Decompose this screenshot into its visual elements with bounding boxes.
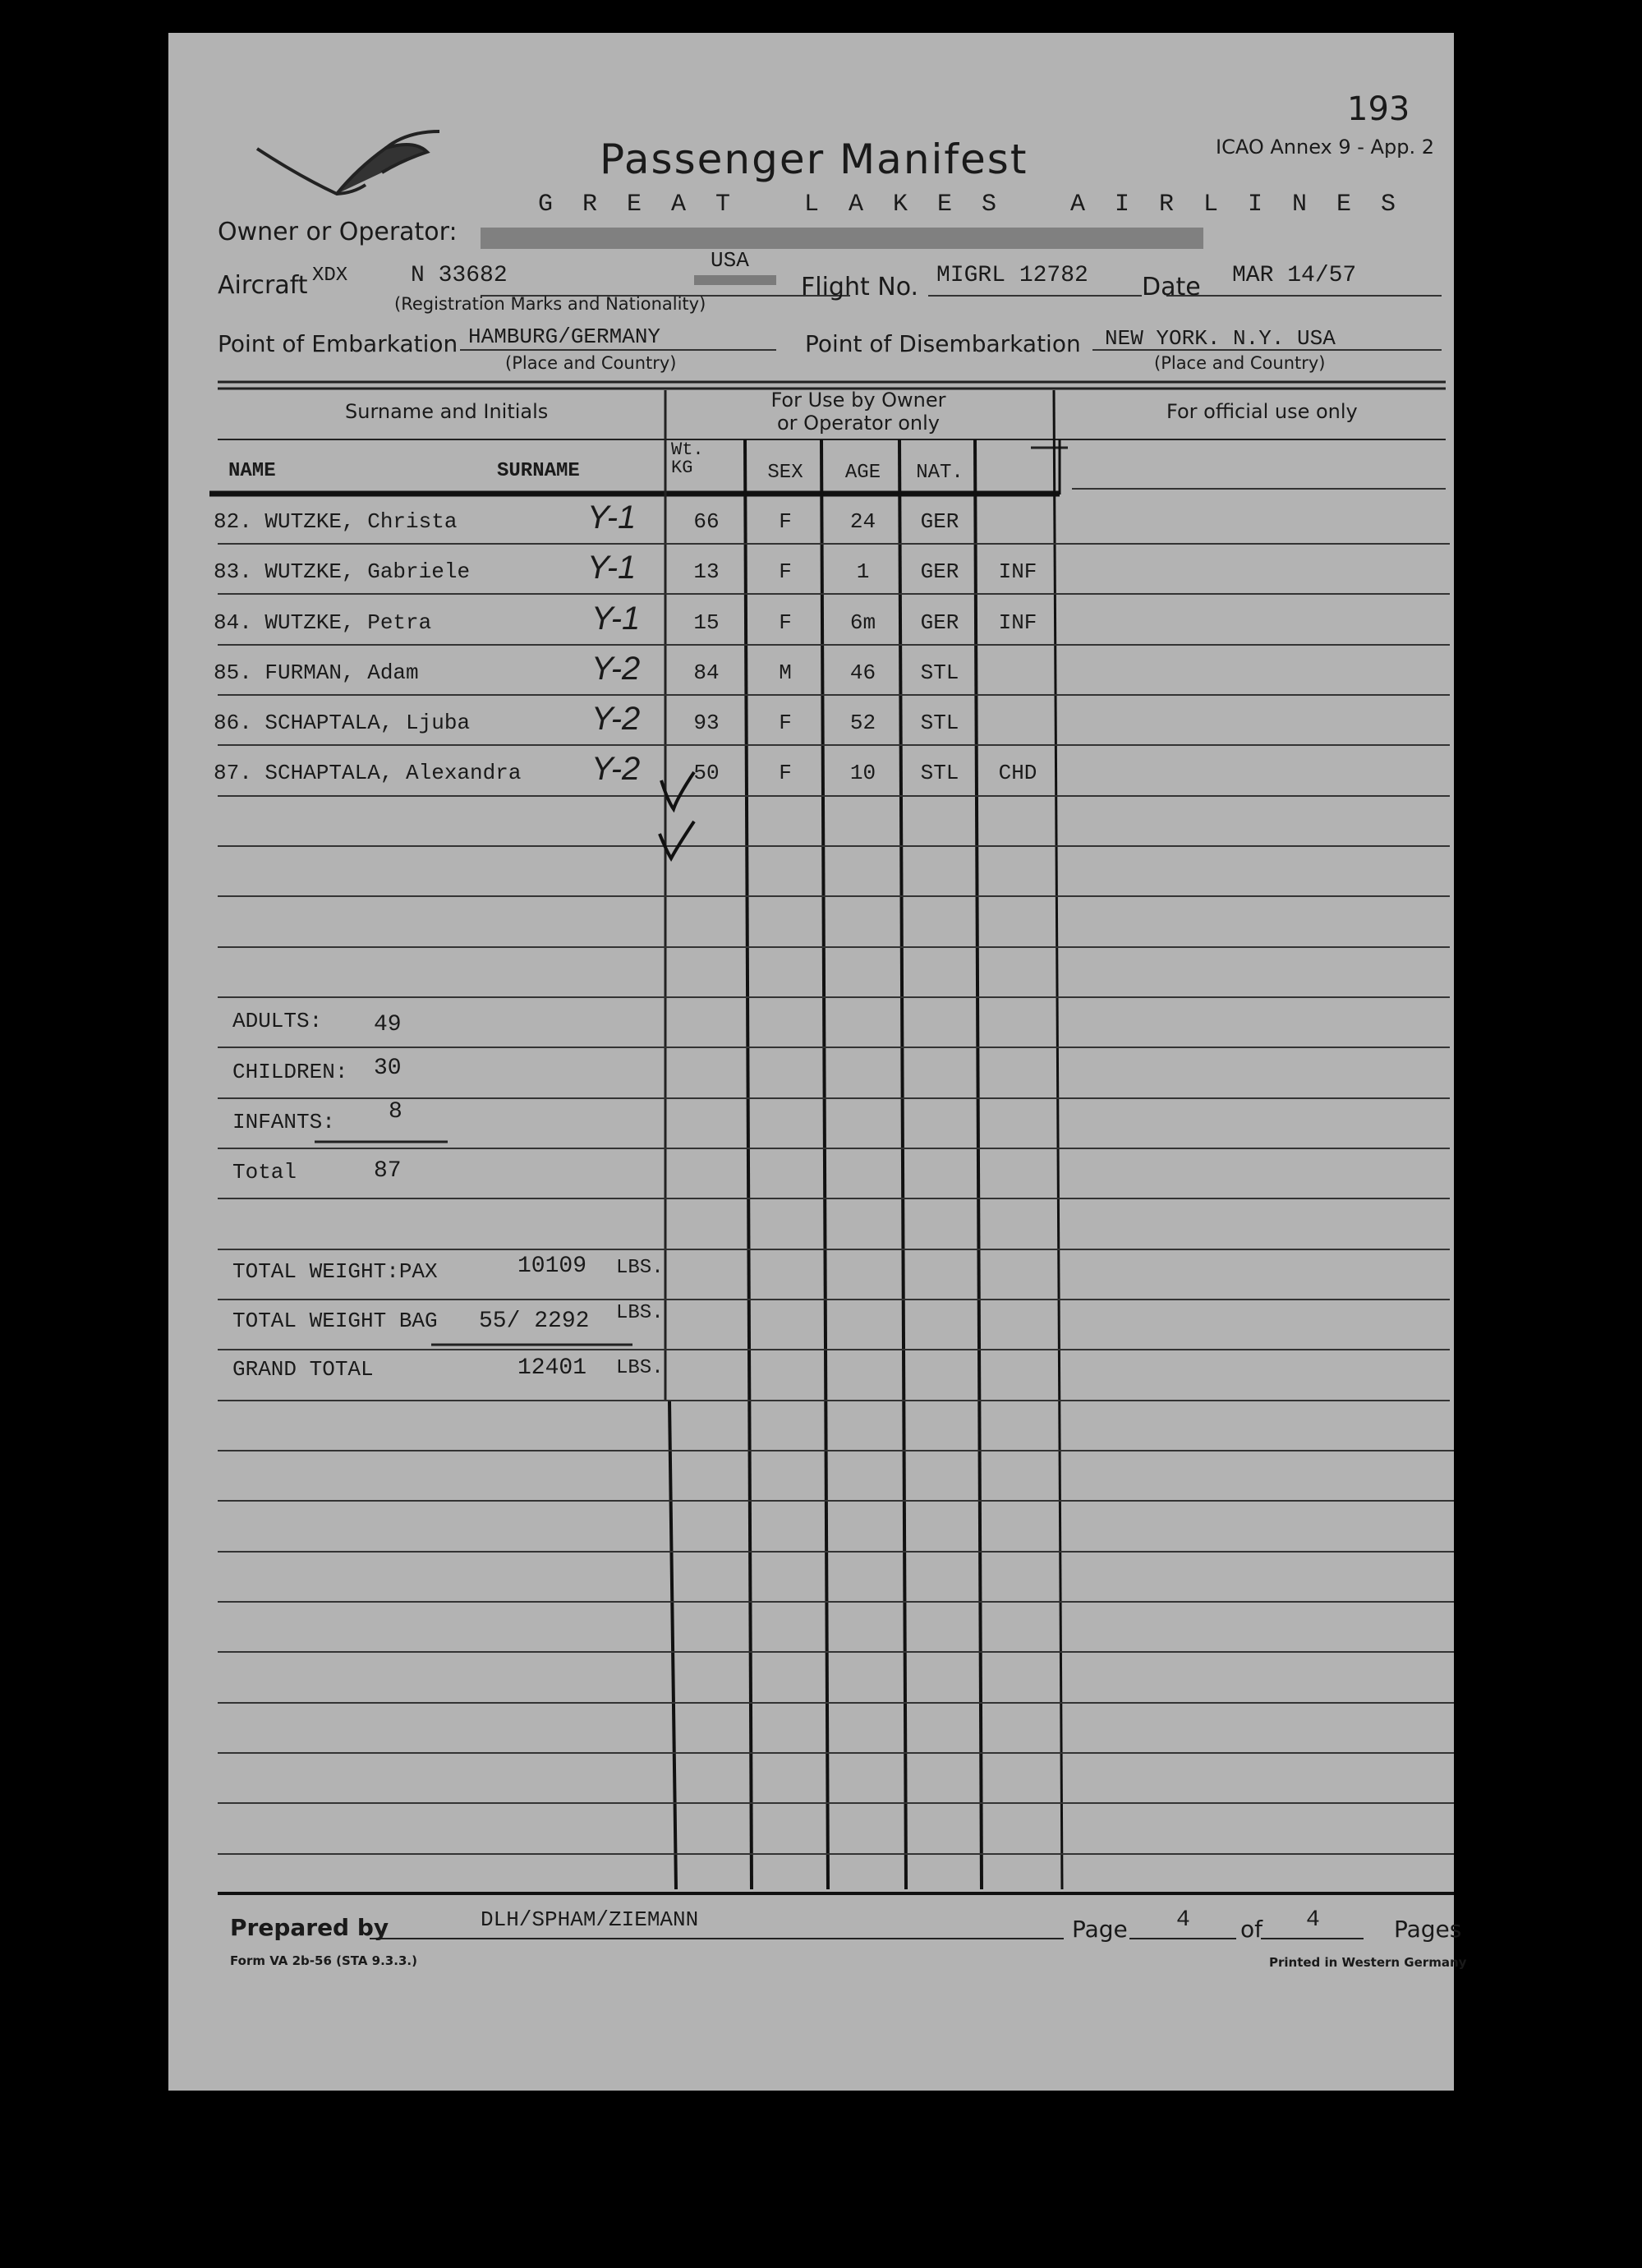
owner-use-header xyxy=(735,389,982,435)
bag-weight-unit: LBS. xyxy=(616,1302,664,1324)
official-header: For official use only xyxy=(1166,400,1358,423)
passenger-name: 84. WUTZKE, Petra xyxy=(214,610,432,635)
aircraft-prefix: XDX xyxy=(312,265,348,287)
passenger-nat: STL xyxy=(920,761,959,785)
passenger-nat: GER xyxy=(920,509,959,534)
owner-use-line-1: For Use by Owner xyxy=(770,389,946,412)
seat-mark: Y-2 xyxy=(591,651,641,687)
passenger-weight: 84 xyxy=(693,660,720,685)
manifest-sheet xyxy=(168,33,1467,2091)
page-number: 193 xyxy=(1347,90,1410,128)
seat-mark: Y-1 xyxy=(587,499,637,536)
passenger-weight: 15 xyxy=(693,610,720,635)
col-age: AGE xyxy=(844,462,881,484)
passenger-age: 1 xyxy=(856,559,870,584)
col-surname: SURNAME xyxy=(497,460,580,482)
seat-mark: Y-2 xyxy=(591,701,641,737)
passenger-nat: GER xyxy=(920,610,959,635)
passenger-sex: F xyxy=(779,761,792,785)
passenger-age: 24 xyxy=(849,509,876,534)
flight-label: Flight No. xyxy=(801,273,919,301)
page-total: 4 xyxy=(1306,1907,1320,1933)
passenger-weight: 50 xyxy=(693,761,720,785)
prepared-by: DLH/SPHAM/ZIEMANN xyxy=(481,1907,699,1932)
col-name: NAME xyxy=(228,460,276,482)
passenger-name: 83. WUTZKE, Gabriele xyxy=(214,559,471,584)
crane-logo-icon xyxy=(257,131,439,194)
aircraft-nationality: USA xyxy=(711,248,749,273)
surname-header: Surname and Initials xyxy=(345,400,549,423)
passenger-nat: STL xyxy=(920,711,959,735)
pax-weight-unit: LBS. xyxy=(616,1257,664,1279)
form-number: Form VA 2b-56 (STA 9.3.3.) xyxy=(230,1953,417,1968)
redacted-operator xyxy=(481,228,1203,249)
passenger-name: 85. FURMAN, Adam xyxy=(214,660,419,685)
of-label: of xyxy=(1240,1916,1263,1943)
seat-mark: Y-1 xyxy=(591,600,641,637)
children-label: CHILDREN: xyxy=(232,1060,348,1084)
col-kg-label: KG xyxy=(671,458,693,478)
passenger-note: INF xyxy=(998,610,1037,635)
infants-count: 8 xyxy=(389,1099,402,1125)
embarkation-label: Point of Embarkation xyxy=(218,330,458,357)
aircraft-registration: N 33682 xyxy=(411,263,508,288)
prepared-label: Prepared by xyxy=(230,1914,389,1941)
grand-total-label: GRAND TOTAL xyxy=(232,1357,374,1382)
bag-weight-label: TOTAL WEIGHT BAG xyxy=(232,1309,438,1333)
col-wt-label: Wt. xyxy=(671,439,704,460)
passenger-sex: F xyxy=(779,711,792,735)
adults-count: 49 xyxy=(374,1012,402,1037)
passenger-note: CHD xyxy=(998,761,1037,785)
grand-total-unit: LBS. xyxy=(616,1357,664,1379)
owner-label: Owner or Operator: xyxy=(218,218,458,246)
passenger-sex: F xyxy=(779,509,792,534)
passenger-sex: F xyxy=(779,610,792,635)
passenger-weight: 93 xyxy=(693,711,720,735)
embarkation-caption: (Place and Country) xyxy=(505,353,677,373)
disembarkation-caption: (Place and Country) xyxy=(1154,353,1326,373)
passenger-nat: GER xyxy=(920,559,959,584)
date-label: Date xyxy=(1142,273,1201,301)
passenger-age: 10 xyxy=(849,761,876,785)
page-title: Passenger Manifest xyxy=(600,136,1028,183)
passenger-sex: F xyxy=(779,559,792,584)
passenger-weight: 66 xyxy=(693,509,720,534)
page-current: 4 xyxy=(1176,1907,1190,1933)
owner-use-line-2: or Operator only xyxy=(777,412,940,435)
col-sex: SEX xyxy=(767,462,803,484)
disembarkation-value: NEW YORK. N.Y. USA xyxy=(1105,326,1336,351)
flight-number: MIGRL 12782 xyxy=(936,263,1088,288)
passenger-name: 82. WUTZKE, Christa xyxy=(214,509,458,534)
aircraft-label: Aircraft xyxy=(218,271,308,300)
col-weight xyxy=(671,441,704,477)
form-reference: ICAO Annex 9 - App. 2 xyxy=(1216,136,1434,159)
passenger-note: INF xyxy=(998,559,1037,584)
pages-label: Pages xyxy=(1394,1916,1462,1943)
pax-weight-label: TOTAL WEIGHT:PAX xyxy=(232,1259,438,1284)
total-count: 87 xyxy=(374,1158,402,1184)
seat-mark: Y-2 xyxy=(591,751,641,787)
infants-label: INFANTS: xyxy=(232,1110,335,1134)
disembarkation-label: Point of Disembarkation xyxy=(805,330,1081,357)
pax-weight-value: 10109 xyxy=(517,1254,587,1279)
airline-name: GREAT LAKES AIRLINES xyxy=(538,191,1426,219)
passenger-weight: 13 xyxy=(693,559,720,584)
children-count: 30 xyxy=(374,1056,402,1081)
seat-mark: Y-1 xyxy=(587,550,637,586)
registration-caption: (Registration Marks and Nationality) xyxy=(394,294,706,314)
printed-in: Printed in Western Germany xyxy=(1269,1955,1467,1970)
passenger-age: 6m xyxy=(849,610,876,635)
flight-date: MAR 14/57 xyxy=(1232,263,1357,288)
total-label: Total xyxy=(232,1160,297,1185)
passenger-name: 86. SCHAPTALA, Ljuba xyxy=(214,711,471,735)
passenger-name: 87. SCHAPTALA, Alexandra xyxy=(214,761,522,785)
col-nat: NAT. xyxy=(916,462,964,484)
bag-weight-value: 55/ 2292 xyxy=(479,1309,590,1334)
embarkation-value: HAMBURG/GERMANY xyxy=(468,324,661,349)
grand-total-value: 12401 xyxy=(517,1355,587,1381)
passenger-sex: M xyxy=(779,660,792,685)
passenger-age: 46 xyxy=(849,660,876,685)
passenger-nat: STL xyxy=(920,660,959,685)
passenger-age: 52 xyxy=(849,711,876,735)
adults-label: ADULTS: xyxy=(232,1009,323,1033)
page-label: Page xyxy=(1072,1916,1128,1943)
